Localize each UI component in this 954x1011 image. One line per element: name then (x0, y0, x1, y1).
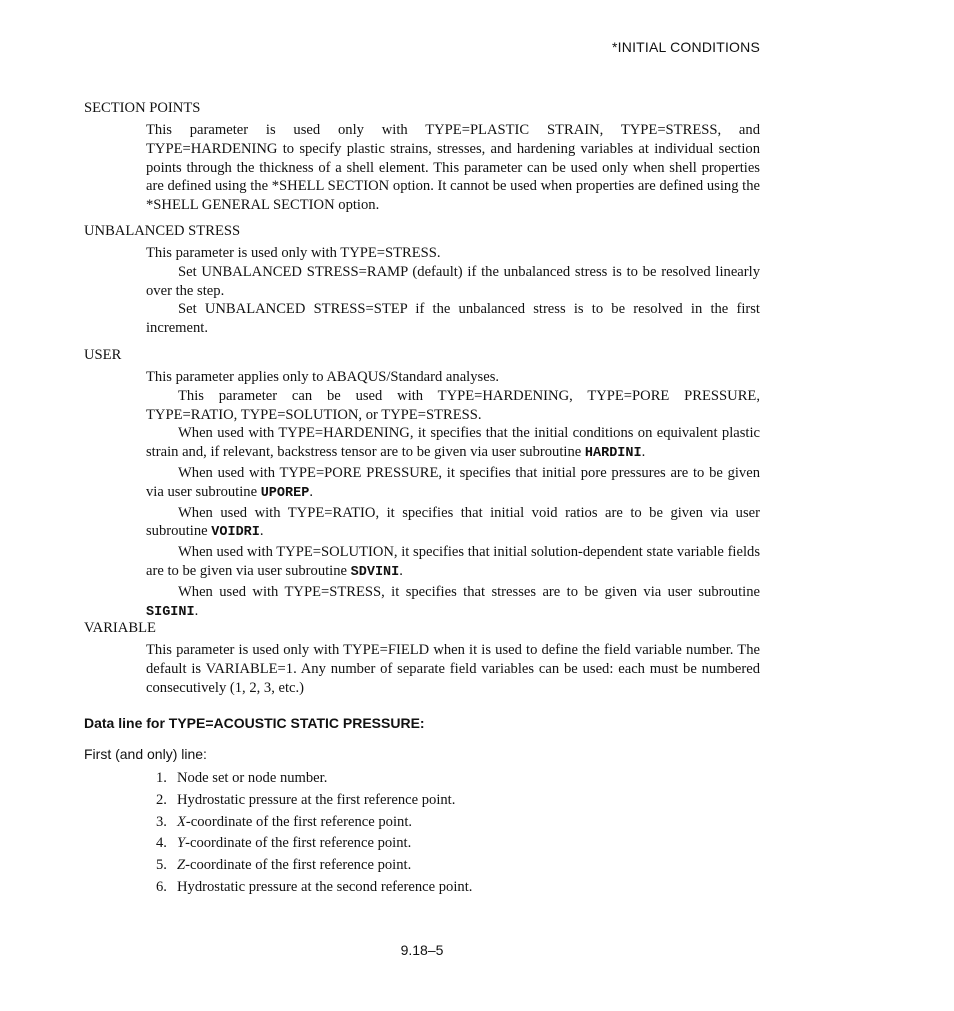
period: . (259, 523, 264, 540)
paragraph: Set UNBALANCED STRESS=RAMP (default) if the unbalanced stress is to be resolved linearly over the step. (146, 263, 760, 299)
param-term-section-points: SECTION POINTS (84, 100, 201, 116)
paragraph-text: When used with TYPE=SOLUTION, it specifies that initial solution-dependent state variable fields are to be given via user subroutine (146, 544, 760, 579)
item-number: 3. (156, 813, 167, 830)
paragraph (146, 504, 760, 544)
param-desc-section-points (146, 121, 760, 215)
item-italic: X (177, 813, 186, 830)
paragraph: Set UNBALANCED STRESS=STEP if the unbalanced stress is to be resolved in the first increment. (146, 301, 760, 337)
data-line-first-label: First (and only) line: (84, 746, 207, 762)
subroutine-name: SIGINI (146, 604, 195, 620)
paragraph-text: When used with TYPE=STRESS, it specifies that stresses are to be given via user subroutine (178, 583, 760, 600)
subroutine-name: HARDINI (584, 446, 642, 462)
item-italic: Y (177, 835, 186, 852)
paragraph (146, 464, 760, 504)
subroutine-name: UPOREP (260, 485, 310, 501)
paragraph (146, 424, 760, 464)
list-item (156, 833, 472, 855)
item-text: -coordinate of the first reference point. (185, 835, 412, 852)
subroutine-name: VOIDRI (211, 525, 260, 541)
param-desc-unbalanced-stress (146, 244, 760, 338)
paragraph-text: When used with TYPE=PORE PRESSURE, it specifies that initial pore pressures are to be given via user subroutine (146, 464, 760, 500)
paragraph (146, 543, 760, 583)
item-text: Node set or node number. (177, 770, 328, 786)
item-number: 1. (156, 770, 167, 786)
param-term-variable: VARIABLE (84, 620, 156, 636)
paragraph (146, 583, 760, 623)
item-text: Hydrostatic pressure at the second reference point. (177, 878, 473, 895)
param-desc-variable (146, 641, 760, 697)
page-number: 9.18–5 (400, 942, 444, 958)
list-item (156, 855, 472, 877)
data-line-heading: Data line for TYPE=ACOUSTIC STATIC PRESSURE: (84, 715, 425, 731)
running-header: *INITIAL CONDITIONS (612, 39, 760, 55)
param-term-user: USER (84, 347, 122, 363)
list-item (156, 812, 472, 834)
paragraph: This parameter can be used with TYPE=HARDENING, TYPE=PORE PRESSURE, TYPE=RATIO, TYPE=SOLUTION, or TYPE=STRESS. (146, 387, 760, 423)
param-desc-user (146, 368, 760, 622)
paragraph-text: When used with TYPE=RATIO, it specifies that initial void ratios are to be given via user subroutine (146, 504, 760, 540)
period: . (641, 444, 646, 461)
paragraph: This parameter is used only with TYPE=PLASTIC STRAIN, TYPE=STRESS, and TYPE=HARDENING to specify plastic strains, stresses, and hardening variables at individual section points through the thickness of a shell element. This parameter can be used only when shell properties are defined using the *SHELL SECTION option. It cannot be used when properties are defined using the *SHELL GENERAL SECTION option. (146, 122, 760, 214)
paragraph-text: When used with TYPE=HARDENING, it specifies that the initial conditions on equivalent plastic strain and, if relevant, backstress tensor are to be given via user subroutine (146, 425, 760, 461)
paragraph: This parameter is used only with TYPE=STRESS. (146, 245, 441, 261)
paragraph: This parameter is used only with TYPE=FIELD when it is used to define the field variable number. The default is VARIABLE=1. Any number of separate field variables can be used: each must be numbered consecutively (1, 2, 3, etc.) (146, 642, 760, 696)
item-number: 5. (156, 857, 167, 874)
data-line-items (156, 768, 472, 899)
item-number: 4. (156, 835, 167, 852)
list-item (156, 877, 472, 899)
subroutine-name: SDVINI (350, 564, 400, 580)
item-italic: Z (177, 857, 186, 874)
item-text: -coordinate of the first reference point. (185, 857, 412, 874)
item-text: Hydrostatic pressure at the first reference point. (177, 791, 456, 808)
paragraph: This parameter applies only to ABAQUS/Standard analyses. (146, 369, 500, 385)
period: . (399, 562, 403, 579)
item-number: 6. (156, 878, 167, 895)
period: . (309, 483, 313, 500)
param-term-unbalanced-stress: UNBALANCED STRESS (84, 223, 241, 239)
item-text: -coordinate of the first reference point. (185, 813, 413, 830)
list-item (156, 768, 472, 790)
item-number: 2. (156, 791, 167, 808)
period: . (194, 602, 199, 619)
list-item (156, 790, 472, 812)
